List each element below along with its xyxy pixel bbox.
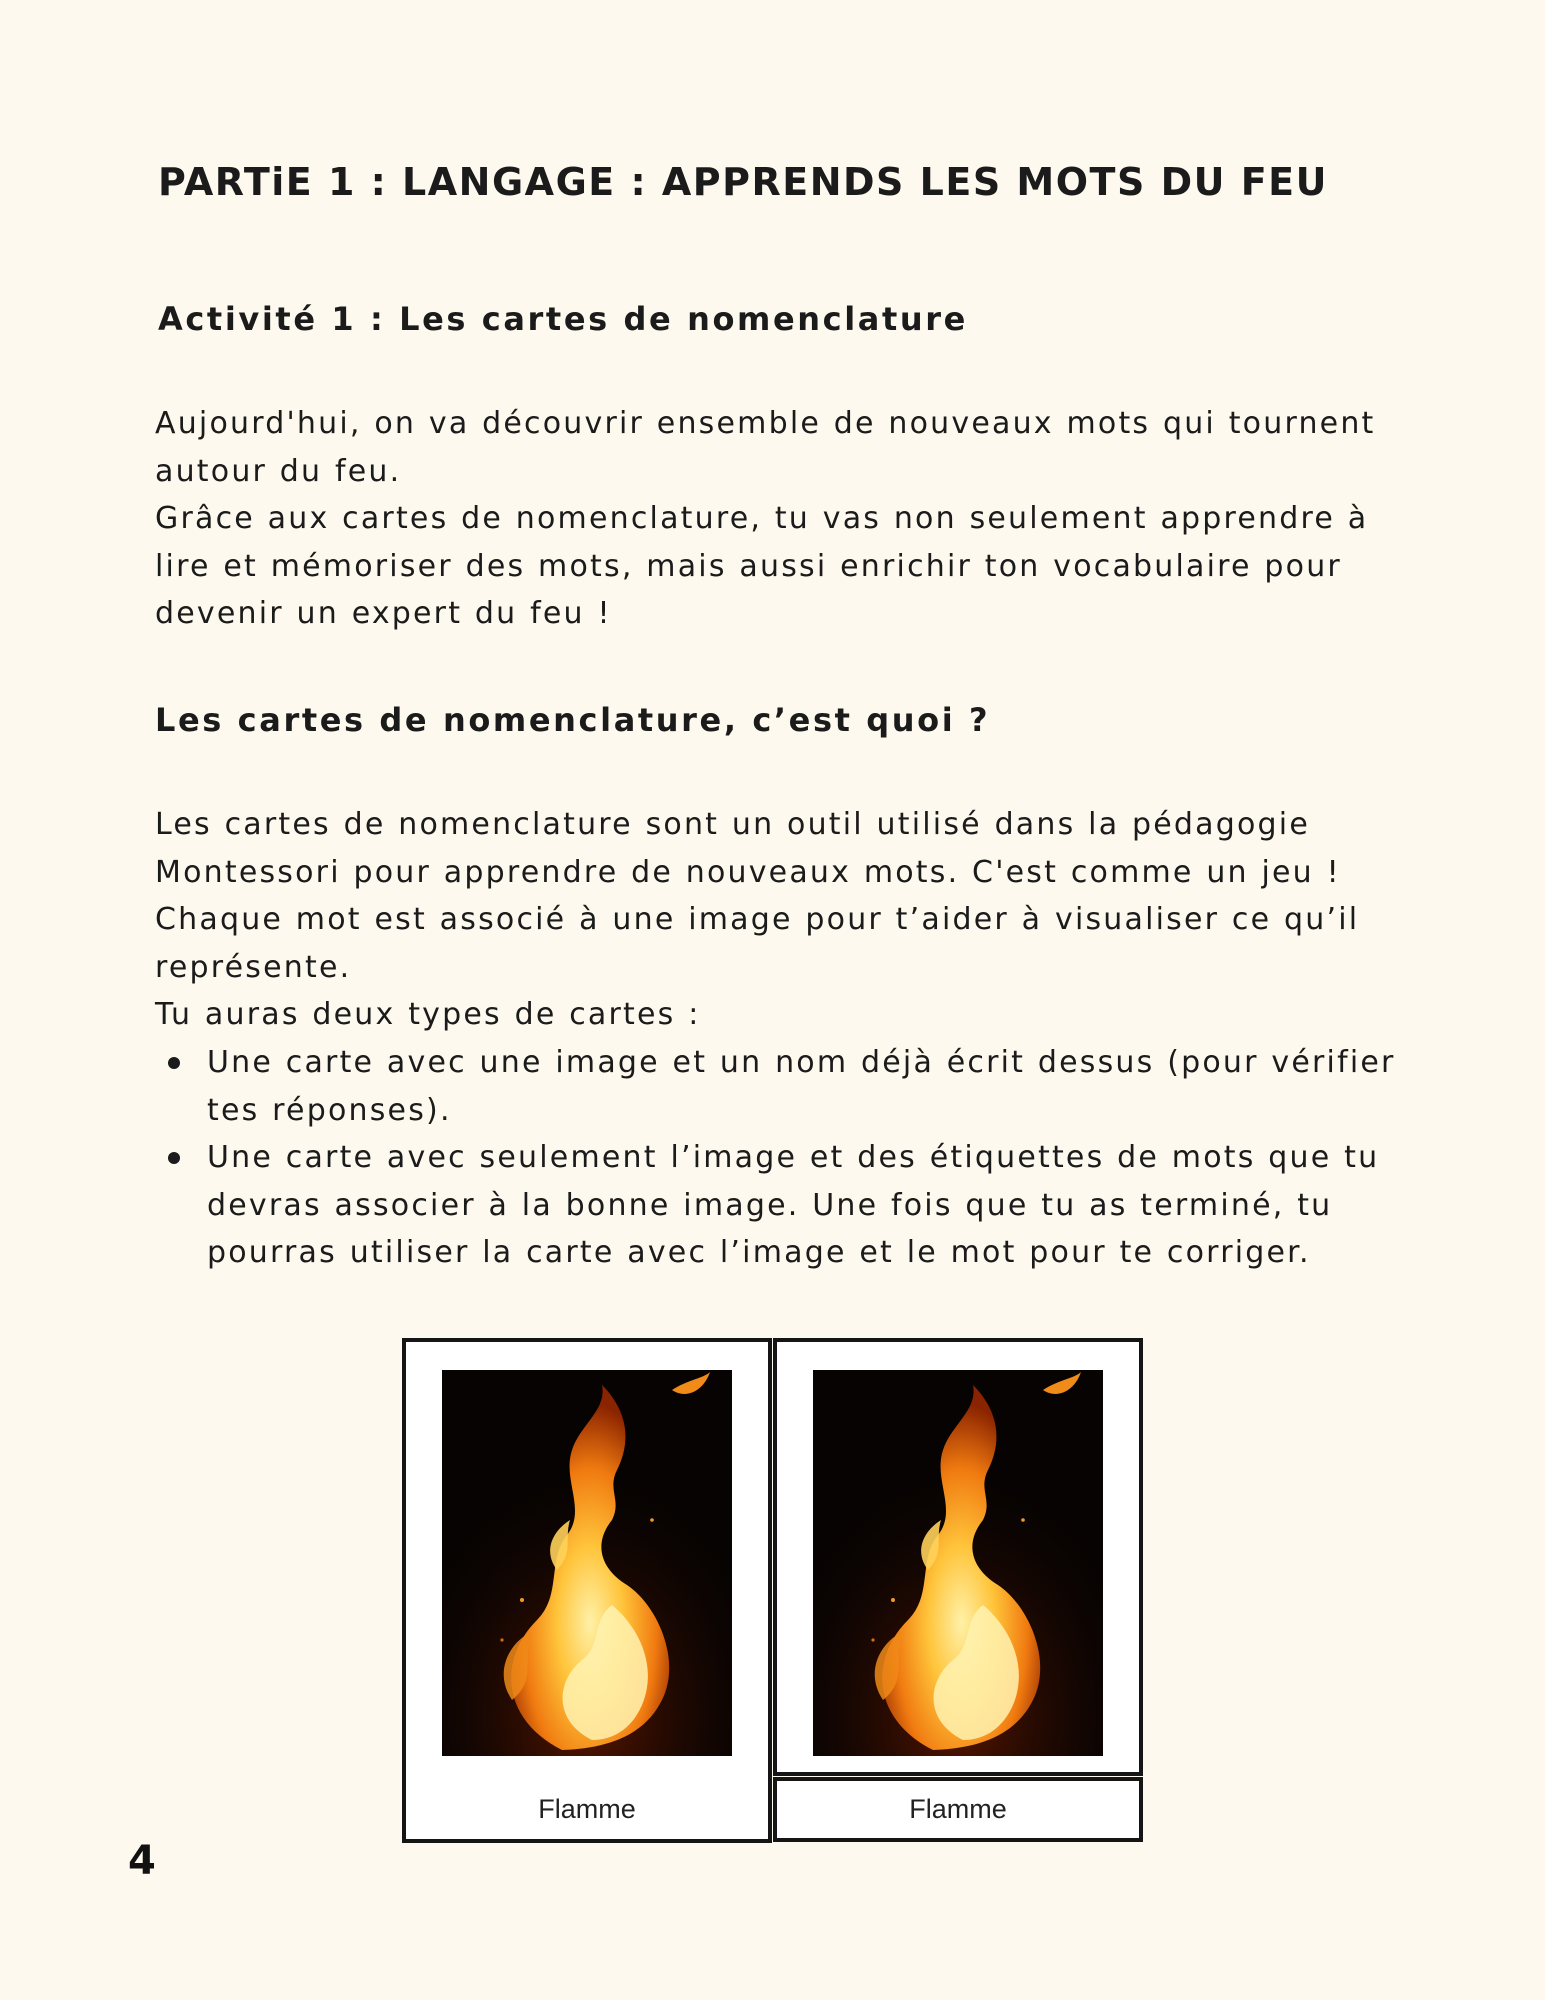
definition-line: Tu auras deux types de cartes : (155, 997, 701, 1032)
intro-line: lire et mémoriser des mots, mais aussi enrichir ton vocabulaire pour (155, 548, 1342, 584)
control-card (402, 1338, 772, 1843)
definition-line: Chaque mot est associé à une image pour t’aider à visualiser ce qu’il (155, 902, 1360, 937)
list-item-line: devras associer à la bonne image. Une fois que tu as terminé, tu (207, 1187, 1333, 1223)
list-item-line: Une carte avec une image et un nom déjà écrit dessus (pour vérifier (207, 1045, 1396, 1080)
intro-line: Aujourd'hui, on va découvrir ensemble de nouveaux mots qui tournent (155, 406, 1376, 441)
intro-paragraph (155, 400, 1376, 638)
list-item (155, 1134, 1396, 1277)
list-item-line: Une carte avec seulement l’image et des étiquettes de mots que tu (207, 1140, 1380, 1175)
word-label-card (773, 1777, 1143, 1842)
bullet-icon (168, 1057, 180, 1069)
intro-line: autour du feu. (155, 453, 402, 489)
intro-line: Grâce aux cartes de nomenclature, tu vas non seulement apprendre à (155, 501, 1369, 536)
card-types-list (155, 1039, 1396, 1277)
page-number: 4 (128, 1838, 156, 1884)
card-word-label: Flamme (538, 1794, 636, 1824)
definition-line: Montessori pour apprendre de nouveaux mots. C'est comme un jeu ! (155, 854, 1341, 890)
definition-line: représente. (155, 949, 352, 985)
picture-card (773, 1338, 1143, 1776)
flame-graphic (442, 1370, 732, 1756)
list-item (155, 1039, 1396, 1134)
flame-image (442, 1370, 732, 1756)
definition-heading: Les cartes de nomenclature, c’est quoi ? (155, 701, 991, 739)
page-title: PARTiE 1 : LANGAGE : APPRENDS LES MOTS DU FEU (158, 160, 1328, 204)
definition-paragraph (155, 801, 1359, 1039)
word-label: Flamme (909, 1794, 1007, 1824)
flame-graphic (813, 1370, 1103, 1756)
list-item-line: tes réponses). (207, 1092, 452, 1128)
intro-line: devenir un expert du feu ! (155, 596, 612, 631)
flame-image (813, 1370, 1103, 1756)
activity-heading: Activité 1 : Les cartes de nomenclature (158, 300, 968, 338)
definition-line: Les cartes de nomenclature sont un outil utilisé dans la pédagogie (155, 807, 1310, 842)
bullet-icon (168, 1152, 180, 1164)
list-item-line: pourras utiliser la carte avec l’image et le mot pour te corriger. (207, 1235, 1311, 1270)
